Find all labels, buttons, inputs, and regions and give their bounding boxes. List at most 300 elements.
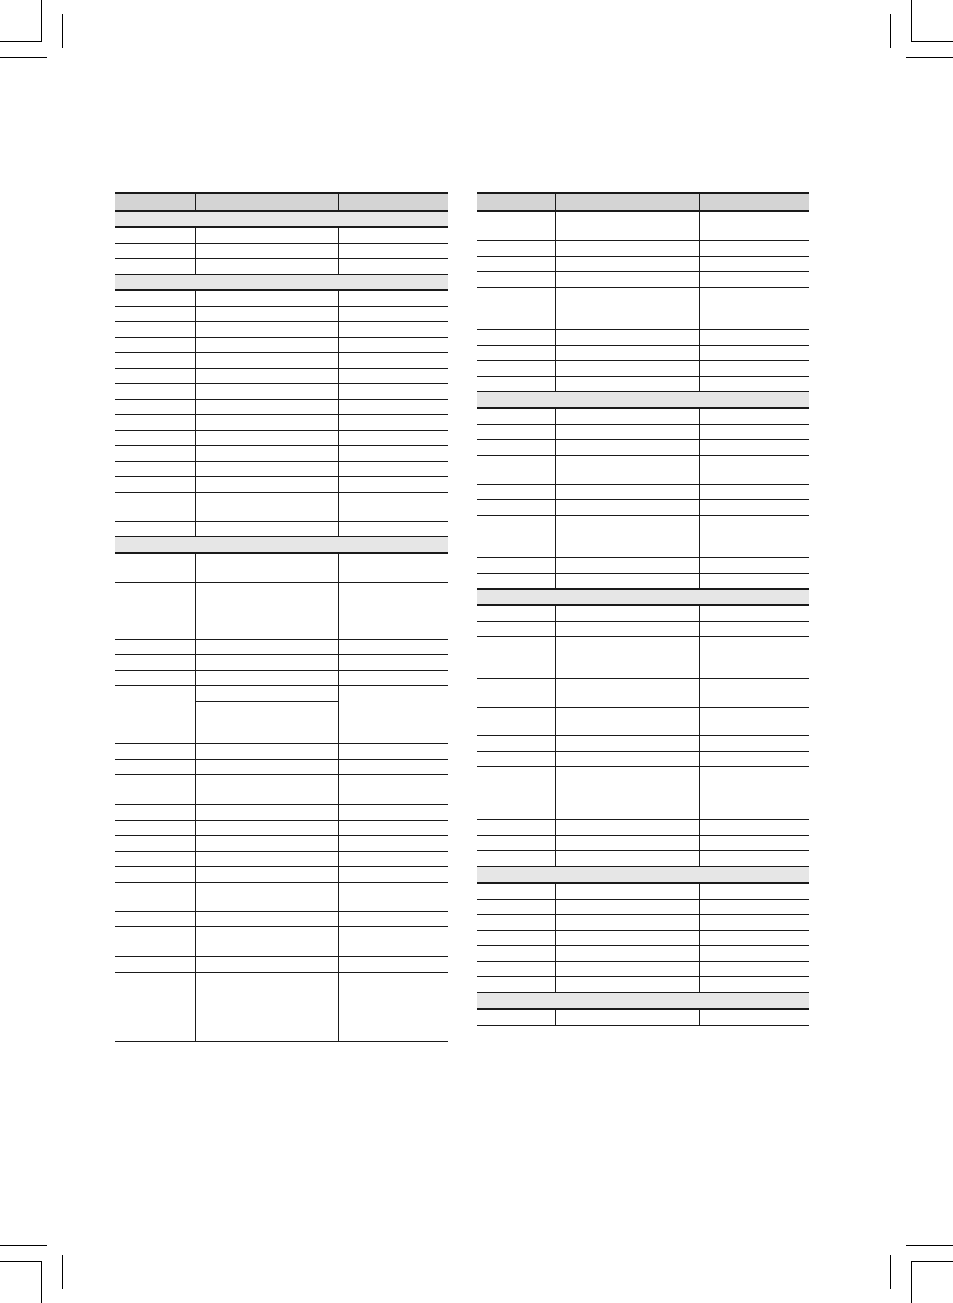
table-cell [477,425,555,439]
table-cell [195,338,338,352]
table-cell [338,973,448,1041]
table-cell [477,330,555,345]
table-cell [115,883,195,911]
table-cell [115,836,195,851]
table-cell [338,583,448,639]
table-cell [699,440,809,455]
table-cell [477,1010,555,1025]
table-cell [699,361,809,376]
table-cell [115,973,195,1041]
table-cell [477,409,555,424]
table-cell [477,851,555,866]
table-cell [338,493,448,521]
table-cell [195,194,338,210]
table-cell [699,574,809,588]
table-cell [338,554,448,582]
table-row [115,867,448,883]
table-cell [115,493,195,521]
table-cell [195,477,338,492]
table-cell [338,415,448,430]
table-cell [195,431,338,445]
table-cell [115,852,195,866]
table-header-row [477,192,809,212]
table-cell [477,346,555,360]
table-cell [555,361,699,376]
table-row [477,820,809,836]
table-cell [699,708,809,735]
table-cell [699,241,809,256]
table-cell [115,338,195,352]
table-cell [115,957,195,972]
table-cell [699,962,809,976]
table-cell [699,622,809,636]
table-cell [699,288,809,329]
table-cell [115,307,195,321]
crop-mark-bottom-right-v [911,1261,912,1303]
table-cell [477,574,555,588]
table-cell [555,767,699,819]
table-cell [115,462,195,476]
table-cell [555,836,699,850]
table-row [477,606,809,622]
table-row [115,655,448,671]
table-cell [699,500,809,515]
table-row [115,259,448,275]
table-cell [338,744,448,759]
table-cell [195,852,338,866]
table-cell [115,671,195,685]
table-cell [699,946,809,961]
table-cell [338,462,448,476]
table-row [477,377,809,392]
table-cell [477,836,555,850]
table-cell [555,915,699,930]
table-cell [115,431,195,445]
table-row [477,241,809,257]
table-cell [699,900,809,914]
table-row [115,883,448,912]
table-cell [195,686,338,743]
table-cell [699,736,809,751]
table-cell [699,637,809,678]
table-cell [477,637,555,678]
table-cell [338,867,448,882]
table-cell [699,884,809,899]
table-cell [555,820,699,835]
table-row [477,931,809,946]
table-row [477,456,809,485]
table-row [477,637,809,679]
table-cell [699,915,809,930]
table-row [115,686,448,744]
table-row [115,927,448,957]
table-row [477,257,809,272]
table-cell [555,606,699,621]
table-row [115,244,448,259]
table-cell [338,836,448,851]
table-row [115,760,448,775]
table-cell [115,244,195,258]
table-cell [338,194,448,210]
table-cell [338,338,448,352]
table-row [477,836,809,851]
table-cell [699,330,809,345]
table-cell [699,1010,809,1025]
table-row [477,752,809,767]
table-row [115,431,448,446]
table-row [477,884,809,900]
table-cell [477,212,555,240]
table-cell [195,291,338,306]
table-row [477,409,809,425]
table-cell [338,244,448,258]
table-row [477,946,809,962]
table-row [477,272,809,288]
table-cell [555,622,699,636]
table-cell [195,671,338,685]
table-cell [338,307,448,321]
table-row [115,477,448,493]
table-cell [477,485,555,499]
table-row [115,400,448,415]
table-cell [555,884,699,899]
table-row [115,912,448,927]
table-cell [338,957,448,972]
table-row [477,516,809,558]
table-cell [555,962,699,976]
table-cell [699,851,809,866]
table-row [477,915,809,931]
table-cell [555,851,699,866]
table-cell [477,456,555,484]
crop-mark-top-left-h2 [0,57,47,58]
table-row [115,957,448,973]
crop-mark-top-right-v2 [890,14,891,48]
table-cell [699,977,809,992]
table-cell [115,554,195,582]
table-row [477,361,809,377]
table-cell [699,377,809,391]
table-cell [555,708,699,735]
table-cell [699,212,809,240]
table-cell [338,259,448,274]
table-section-row [477,993,809,1010]
table-row [477,622,809,637]
table-row [115,322,448,338]
crop-mark-bottom-left-h [0,1261,42,1262]
table-cell [115,228,195,243]
table-row [477,1010,809,1026]
spec-table-left [115,192,448,1042]
table-row [477,767,809,820]
table-row [115,493,448,522]
table-row [477,679,809,708]
table-row [477,558,809,574]
table-row [115,446,448,462]
table-cell [555,194,699,210]
table-cell [477,361,555,376]
table-cell [195,493,338,521]
table-cell [477,708,555,735]
table-row [115,640,448,655]
table-row [477,962,809,977]
table-cell [338,927,448,956]
table-cell [477,257,555,271]
table-cell [115,369,195,383]
crop-mark-top-left-h [0,41,42,42]
table-cell [115,760,195,774]
table-cell [555,409,699,424]
table-cell [555,330,699,345]
table-cell [555,257,699,271]
table-section-row [115,537,448,554]
table-cell [699,456,809,484]
table-cell [338,655,448,670]
table-cell [115,291,195,306]
table-cell [477,977,555,992]
table-cell [699,836,809,850]
table-section-row [477,392,809,409]
table-row [477,900,809,915]
table-cell [555,241,699,256]
table-cell [195,446,338,461]
table-cell [338,291,448,306]
crop-mark-bottom-right-v2 [890,1255,891,1289]
table-cell [195,415,338,430]
table-row [115,775,448,805]
table-row [477,440,809,456]
table-cell [115,775,195,804]
table-cell [555,752,699,766]
table-cell [477,752,555,766]
table-cell [195,369,338,383]
table-cell [555,946,699,961]
table-cell [338,760,448,774]
table-cell [699,194,809,210]
table-row [477,485,809,500]
table-cell [477,272,555,287]
table-cell [195,805,338,820]
table-row [477,851,809,867]
table-cell [699,931,809,945]
table-cell [195,462,338,476]
table-row [115,353,448,369]
table-cell [115,400,195,414]
table-row [477,574,809,590]
table-cell [477,440,555,455]
table-cell [555,931,699,945]
table-cell [699,679,809,707]
table-cell [477,946,555,961]
table-cell [115,583,195,639]
crop-mark-bottom-left-v2 [62,1255,63,1289]
table-row [477,425,809,440]
table-cell [338,640,448,654]
table-cell [195,883,338,911]
table-cell [338,228,448,243]
table-row [477,212,809,241]
table-cell [477,931,555,945]
table-cell [338,775,448,804]
table-row [115,228,448,244]
table-cell [338,477,448,492]
table-row [115,291,448,307]
table-cell [115,353,195,368]
table-cell [338,852,448,866]
table-cell [195,760,338,774]
table-cell [115,415,195,430]
table-cell [555,377,699,391]
table-cell [555,212,699,240]
table-cell [699,425,809,439]
table-cell [115,655,195,670]
table-row [115,522,448,537]
table-cell [195,259,338,274]
table-cell [115,640,195,654]
table-cell [699,346,809,360]
table-cell [699,516,809,557]
table-cell [338,805,448,820]
table-cell [195,307,338,321]
table-row [115,462,448,477]
table-cell [115,867,195,882]
table-cell [555,440,699,455]
table-cell [699,409,809,424]
table-cell [555,1010,699,1025]
table-cell [477,900,555,914]
table-cell [555,456,699,484]
table-cell [699,606,809,621]
table-cell [195,973,338,1041]
table-cell [477,288,555,329]
table-cell [195,640,338,654]
table-cell [555,977,699,992]
table-cell [195,744,338,759]
table-cell [477,500,555,515]
table-row [115,338,448,353]
table-row [115,384,448,400]
table-row [115,973,448,1042]
table-cell [555,736,699,751]
table-cell [477,962,555,976]
table-row [477,500,809,516]
table-row [115,583,448,640]
table-cell [338,446,448,461]
table-section-row [477,590,809,606]
table-cell [338,353,448,368]
table-cell [477,606,555,621]
table-cell [555,637,699,678]
table-cell [338,821,448,835]
crop-mark-top-right-v [911,0,912,42]
table-cell [699,558,809,573]
crop-mark-top-left-v2 [62,14,63,48]
table-cell [195,583,338,639]
table-cell [195,655,338,670]
table-cell [555,516,699,557]
table-cell [555,425,699,439]
table-cell [195,957,338,972]
table-section-row [477,867,809,884]
table-cell [699,272,809,287]
table-cell [338,322,448,337]
table-row [477,708,809,736]
table-cell [477,377,555,391]
table-cell [699,257,809,271]
table-cell [195,912,338,926]
table-cell [195,244,338,258]
table-row [115,852,448,867]
crop-mark-top-right-h2 [906,57,953,58]
table-row [115,307,448,322]
table-row [477,346,809,361]
table-cell [195,775,338,804]
table-cell [477,820,555,835]
table-cell [338,384,448,399]
table-cell [195,821,338,835]
table-cell [195,522,338,536]
table-header-row [115,192,448,212]
table-cell [555,272,699,287]
table-cell [195,384,338,399]
table-cell [195,322,338,337]
table-row [115,554,448,583]
table-cell [115,322,195,337]
table-cell [555,288,699,329]
table-row [477,288,809,330]
table-cell [477,194,555,210]
table-cell [477,516,555,557]
spec-table-right [477,192,809,1026]
table-cell [115,912,195,926]
table-cell [115,821,195,835]
table-cell [195,554,338,582]
crop-mark-bottom-left-h2 [0,1245,47,1246]
table-cell [338,671,448,685]
table-cell [338,522,448,536]
table-cell [115,805,195,820]
table-row [115,369,448,384]
table-cell [195,228,338,243]
table-row [115,805,448,821]
table-cell [115,477,195,492]
table-cell [115,686,195,743]
table-cell [555,574,699,588]
table-row [115,821,448,836]
table-cell [699,485,809,499]
table-row [477,736,809,752]
crop-mark-top-right-h [911,41,953,42]
table-cell [338,883,448,911]
table-row [115,671,448,686]
table-cell [477,915,555,930]
table-cell [115,194,195,210]
crop-mark-bottom-right-h2 [906,1245,953,1246]
table-cell [338,400,448,414]
table-cell [477,736,555,751]
table-cell [338,431,448,445]
table-cell [195,400,338,414]
table-cell [477,884,555,899]
table-cell [115,384,195,399]
table-cell [115,927,195,956]
table-cell [195,353,338,368]
table-cell [555,679,699,707]
table-row [477,330,809,346]
table-cell [338,912,448,926]
table-cell [477,767,555,819]
table-cell [555,558,699,573]
